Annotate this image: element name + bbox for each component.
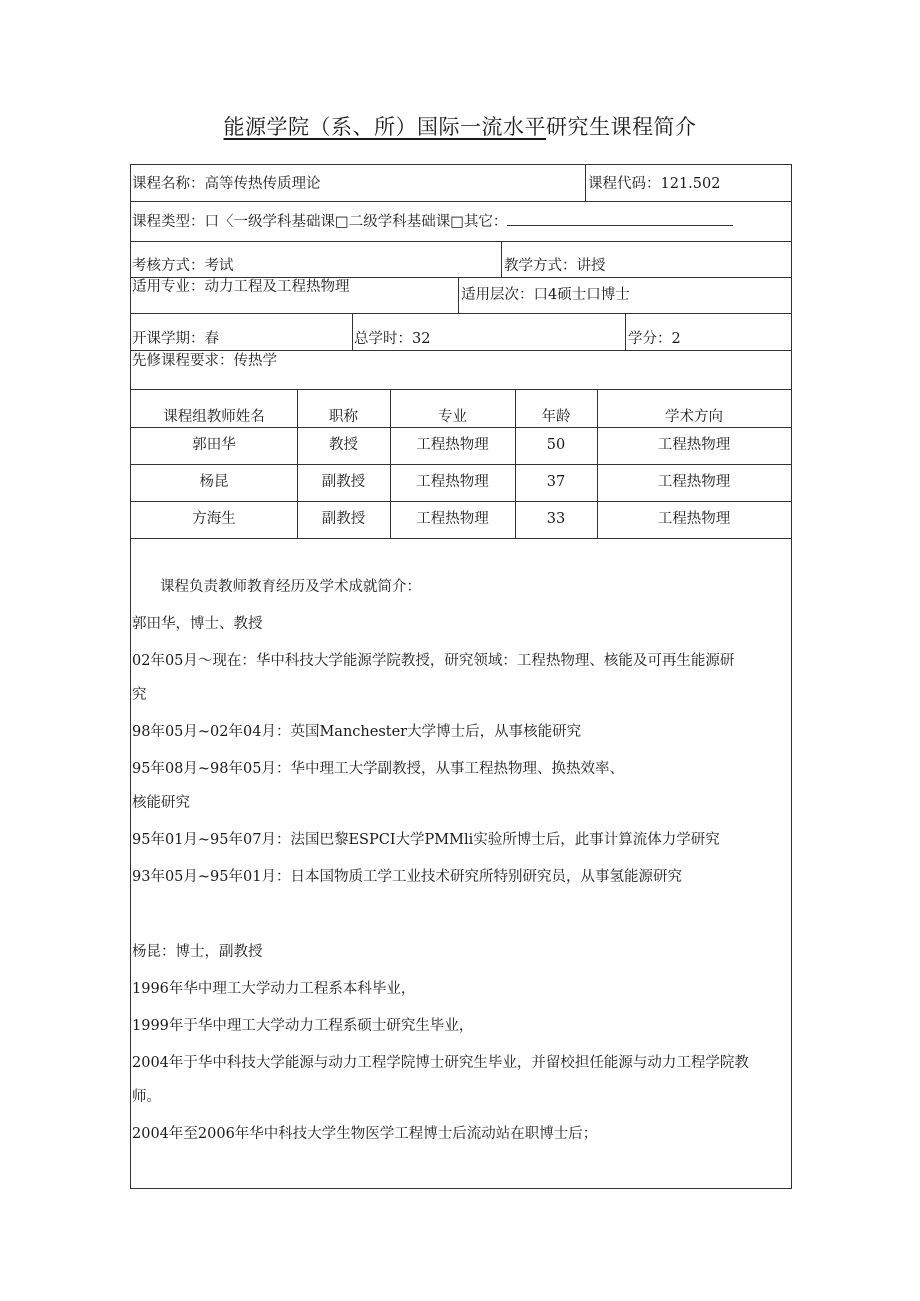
teacher-major: 工程热物理 [416, 474, 489, 490]
bio-line: 究 [132, 687, 147, 703]
teacher-direction: 工程热物理 [657, 511, 731, 527]
col-header-title: 职称 [329, 409, 358, 425]
course-name-value: 高等传热传质理论 [204, 176, 321, 192]
title-underlined: 能源学院（系、所）国际一流水平 [223, 115, 546, 139]
major-field [132, 278, 350, 296]
term-value: 春 [204, 331, 219, 347]
bio-heading: 课程负责教师教育经历及学术成就简介： [160, 579, 421, 595]
course-type-field [132, 213, 733, 231]
teacher-direction: 工程热物理 [657, 474, 731, 490]
level-field [461, 286, 630, 304]
course-name-label: 课程名称： [132, 176, 205, 192]
hours-field [354, 330, 430, 348]
bio-line: 1999年于华中理工大学动力工程系硕士研究生毕业， [132, 1018, 474, 1034]
prerequisite-value: 传热学 [233, 353, 277, 369]
course-name-field [132, 175, 321, 193]
teacher-name: 杨昆 [199, 474, 229, 490]
bio-line: 98年05月~02年04月：英国Manchester大学博士后，从事核能研究 [132, 724, 582, 740]
teacher-title: 副教授 [321, 474, 366, 490]
term-label: 开课学期： [132, 331, 205, 347]
teacher-name: 郭田华 [192, 437, 236, 453]
col-divider [625, 313, 626, 350]
course-form [130, 164, 792, 1189]
assessment-field [132, 257, 234, 275]
bio-line: 1996年华中理工大学动力工程系本科毕业， [132, 981, 416, 997]
major-value: 动力工程及工程热物理 [204, 279, 350, 295]
table-rule [131, 427, 791, 428]
prerequisite-label: 先修课程要求： [132, 353, 234, 369]
teaching-label: 教学方式： [504, 258, 577, 274]
table-rule [131, 464, 791, 465]
bio-line: 95年01月~95年07月：法国巴黎ESPCI大学PMMli实验所博士后，此事计算流体力学研究 [132, 832, 720, 848]
row-divider [131, 241, 791, 242]
assessment-value: 考试 [204, 258, 234, 274]
credit-label: 学分： [628, 331, 672, 347]
teacher-age: 50 [546, 437, 566, 453]
bio-line: 郭田华，博士、教授 [132, 616, 263, 632]
biography-section [132, 577, 787, 1161]
level-label: 适用层次： [461, 287, 534, 303]
teacher-age: 33 [546, 511, 566, 527]
major-label: 适用专业： [132, 279, 205, 295]
teacher-title: 教授 [329, 437, 358, 453]
page-title [0, 111, 920, 141]
other-blank-line [507, 213, 733, 226]
course-type-label: 课程类型： [132, 214, 205, 230]
teacher-major: 工程热物理 [416, 511, 489, 527]
col-header-name: 课程组教师姓名 [163, 409, 265, 425]
col-header-age: 年龄 [541, 409, 571, 425]
col-divider [352, 313, 353, 350]
row-divider [131, 350, 791, 351]
bio-line: 95年08月~98年05月：华中理工大学副教授，从事工程热物理、换热效率、 [132, 761, 624, 777]
credit-value: 2 [671, 331, 681, 347]
assessment-label: 考核方式： [132, 258, 205, 274]
col-divider [585, 165, 586, 201]
teacher-title: 副教授 [321, 511, 366, 527]
course-code-value: 121.502 [660, 176, 721, 192]
prerequisite-field [132, 352, 277, 370]
teaching-value: 讲授 [576, 258, 606, 274]
teacher-age: 37 [546, 474, 566, 490]
teacher-name: 方海生 [192, 511, 236, 527]
bio-line: 2004年于华中科技大学能源与动力工程学院博士研究生毕业，并留校担任能源与动力工程学院教 [132, 1055, 749, 1071]
credit-field [628, 330, 681, 348]
hours-value: 32 [412, 331, 431, 347]
bio-line: 02年05月～现在：华中科技大学能源学院教授，研究领域：工程热物理、核能及可再生能源研 [132, 653, 735, 669]
term-field [132, 330, 219, 348]
course-code-label: 课程代码： [588, 176, 661, 192]
bio-line: 93年05月~95年01月：日本国物质工学工业技术研究所特别研究员，从事氢能源研究 [132, 869, 682, 885]
teacher-direction: 工程热物理 [657, 437, 731, 453]
bio-line: 师。 [132, 1089, 161, 1105]
col-header-major: 专业 [438, 409, 467, 425]
row-divider [131, 313, 791, 314]
table-rule [131, 501, 791, 502]
table-rule [131, 538, 791, 539]
teacher-major: 工程热物理 [416, 437, 489, 453]
course-code-field [588, 175, 720, 193]
level-value: 口4硕士口博士 [533, 287, 630, 303]
course-type-options: 口〈一级学科基础课□二级学科基础课□其它： [204, 214, 508, 230]
row-divider [131, 201, 791, 202]
bio-line: 2004年至2006年华中科技大学生物医学工程博士后流动站在职博士后； [132, 1126, 598, 1142]
title-rest: 研究生课程简介 [546, 115, 697, 139]
col-header-direction: 学术方向 [665, 409, 723, 425]
bio-line: 杨昆：博士，副教授 [132, 944, 263, 960]
teaching-field [504, 257, 606, 275]
hours-label: 总学时： [354, 331, 412, 347]
row-divider [131, 389, 791, 390]
bio-line: 核能研究 [132, 795, 190, 811]
paragraph-gap [132, 904, 787, 942]
col-divider [458, 277, 459, 313]
col-divider [501, 241, 502, 277]
